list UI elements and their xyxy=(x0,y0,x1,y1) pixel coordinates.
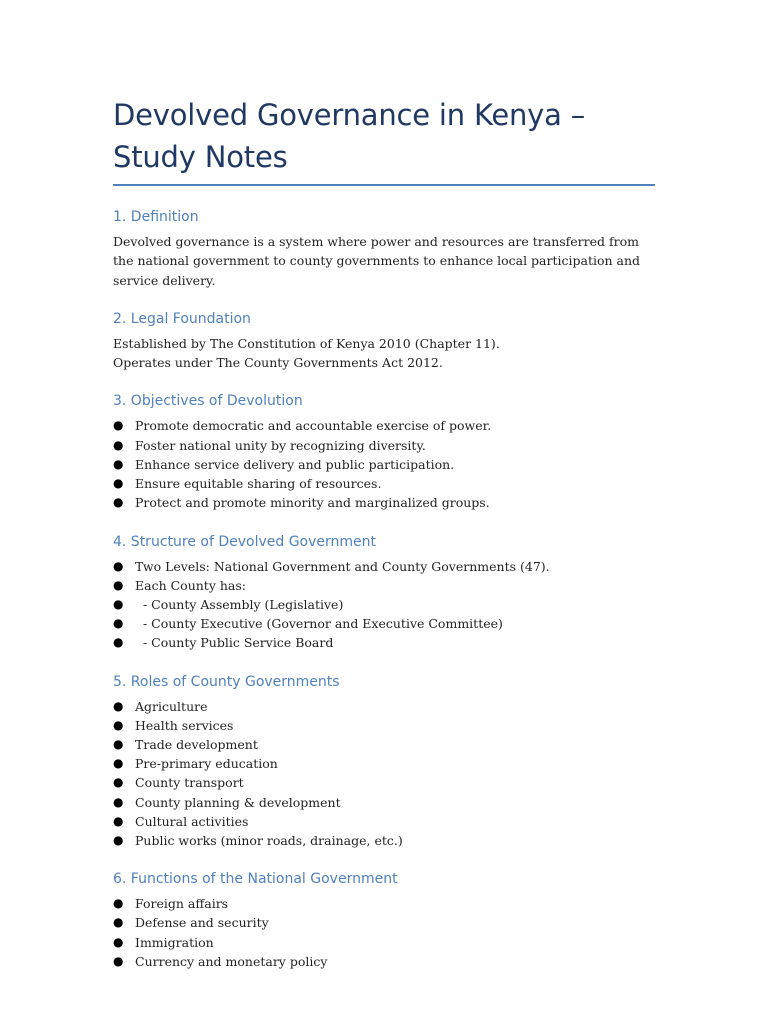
bullet-list xyxy=(113,557,655,653)
list-item xyxy=(113,831,655,850)
list-item-text: Immigration xyxy=(135,934,214,950)
bullet-icon: ● xyxy=(113,775,124,790)
list-item xyxy=(113,716,655,735)
paragraph: Devolved governance is a system where power and resources are transferred from the national government to county governments to enhance local participation and service delivery. xyxy=(113,234,641,288)
list-item-text: Promote democratic and accountable exercise of power. xyxy=(135,418,492,434)
list-item xyxy=(113,493,655,512)
list-item xyxy=(113,754,655,773)
list-item xyxy=(113,614,655,633)
section-heading: 5. Roles of County Governments xyxy=(113,673,340,690)
list-item xyxy=(113,633,655,652)
list-item xyxy=(113,595,655,614)
bullet-icon: ● xyxy=(113,577,124,592)
bullet-list xyxy=(113,697,655,851)
section-legal-foundation xyxy=(113,310,655,373)
bullet-icon: ● xyxy=(113,698,124,713)
bullet-icon: ● xyxy=(113,616,124,631)
list-item xyxy=(113,812,655,831)
bullet-icon: ● xyxy=(113,813,124,828)
list-item-text: Agriculture xyxy=(135,698,208,714)
section-heading: 3. Objectives of Devolution xyxy=(113,393,303,410)
paragraph: Established by The Constitution of Kenya 2010 (Chapter 11). xyxy=(113,335,500,351)
bullet-icon: ● xyxy=(113,953,124,968)
bullet-icon: ● xyxy=(113,635,124,650)
list-item xyxy=(113,735,655,754)
bullet-icon: ● xyxy=(113,832,124,847)
section-structure xyxy=(113,533,655,653)
section-heading: 1. Definition xyxy=(113,209,199,225)
list-item-text: - County Assembly (Legislative) xyxy=(135,596,344,612)
list-item-text: Health services xyxy=(135,717,234,733)
list-item xyxy=(113,793,655,812)
list-item xyxy=(113,933,655,952)
bullet-icon: ● xyxy=(113,476,124,491)
bullet-icon: ● xyxy=(113,456,124,471)
bullet-icon: ● xyxy=(113,934,124,949)
list-item-text: Ensure equitable sharing of resources. xyxy=(135,476,382,492)
list-item-text: Defense and security xyxy=(135,915,269,931)
list-item xyxy=(113,773,655,792)
document-title: Devolved Governance in Kenya – Study Notes xyxy=(113,94,655,186)
list-item-text: Pre-primary education xyxy=(135,756,278,772)
section-definition xyxy=(113,208,655,290)
list-item-text: Public works (minor roads, drainage, etc.) xyxy=(135,832,403,848)
list-item-text: County transport xyxy=(135,775,244,791)
list-item xyxy=(113,416,655,435)
bullet-list xyxy=(113,416,655,512)
list-item xyxy=(113,455,655,474)
list-item xyxy=(113,894,655,913)
section-heading: 4. Structure of Devolved Government xyxy=(113,533,377,550)
list-item-text: Currency and monetary policy xyxy=(135,953,328,969)
list-item-text: Protect and promote minority and marginalized groups. xyxy=(135,495,490,511)
list-item-text: Trade development xyxy=(135,736,258,752)
bullet-icon: ● xyxy=(113,794,124,809)
bullet-icon: ● xyxy=(113,915,124,930)
list-item-text: Foreign affairs xyxy=(135,896,229,912)
bullet-list xyxy=(113,894,655,971)
bullet-icon: ● xyxy=(113,558,124,573)
list-item-text: Two Levels: National Government and County Governments (47). xyxy=(135,558,550,574)
bullet-icon: ● xyxy=(113,418,124,433)
bullet-icon: ● xyxy=(113,437,124,452)
bullet-icon: ● xyxy=(113,717,124,732)
list-item-text: - County Public Service Board xyxy=(135,635,334,651)
list-item-text: County planning & development xyxy=(135,794,341,810)
bullet-icon: ● xyxy=(113,596,124,611)
list-item xyxy=(113,697,655,716)
list-item xyxy=(113,913,655,932)
list-item xyxy=(113,557,655,576)
section-heading: 6. Functions of the National Government xyxy=(113,871,398,888)
section-heading: 2. Legal Foundation xyxy=(113,310,251,327)
section-county-roles xyxy=(113,673,655,851)
list-item-text: Foster national unity by recognizing diversity. xyxy=(135,437,426,453)
list-item xyxy=(113,474,655,493)
bullet-icon: ● xyxy=(113,896,124,911)
section-national-functions xyxy=(113,870,655,971)
list-item xyxy=(113,436,655,455)
list-item-text: Enhance service delivery and public participation. xyxy=(135,456,455,472)
paragraph: Operates under The County Governments Act 2012. xyxy=(113,355,443,371)
bullet-icon: ● xyxy=(113,756,124,771)
bullet-icon: ● xyxy=(113,736,124,751)
section-objectives xyxy=(113,392,655,512)
list-item xyxy=(113,952,655,971)
list-item xyxy=(113,576,655,595)
list-item-text: Cultural activities xyxy=(135,813,249,829)
list-item-text: - County Executive (Governor and Executive Committee) xyxy=(135,616,503,632)
document-page xyxy=(113,94,655,971)
list-item-text: Each County has: xyxy=(135,577,246,593)
bullet-icon: ● xyxy=(113,495,124,510)
